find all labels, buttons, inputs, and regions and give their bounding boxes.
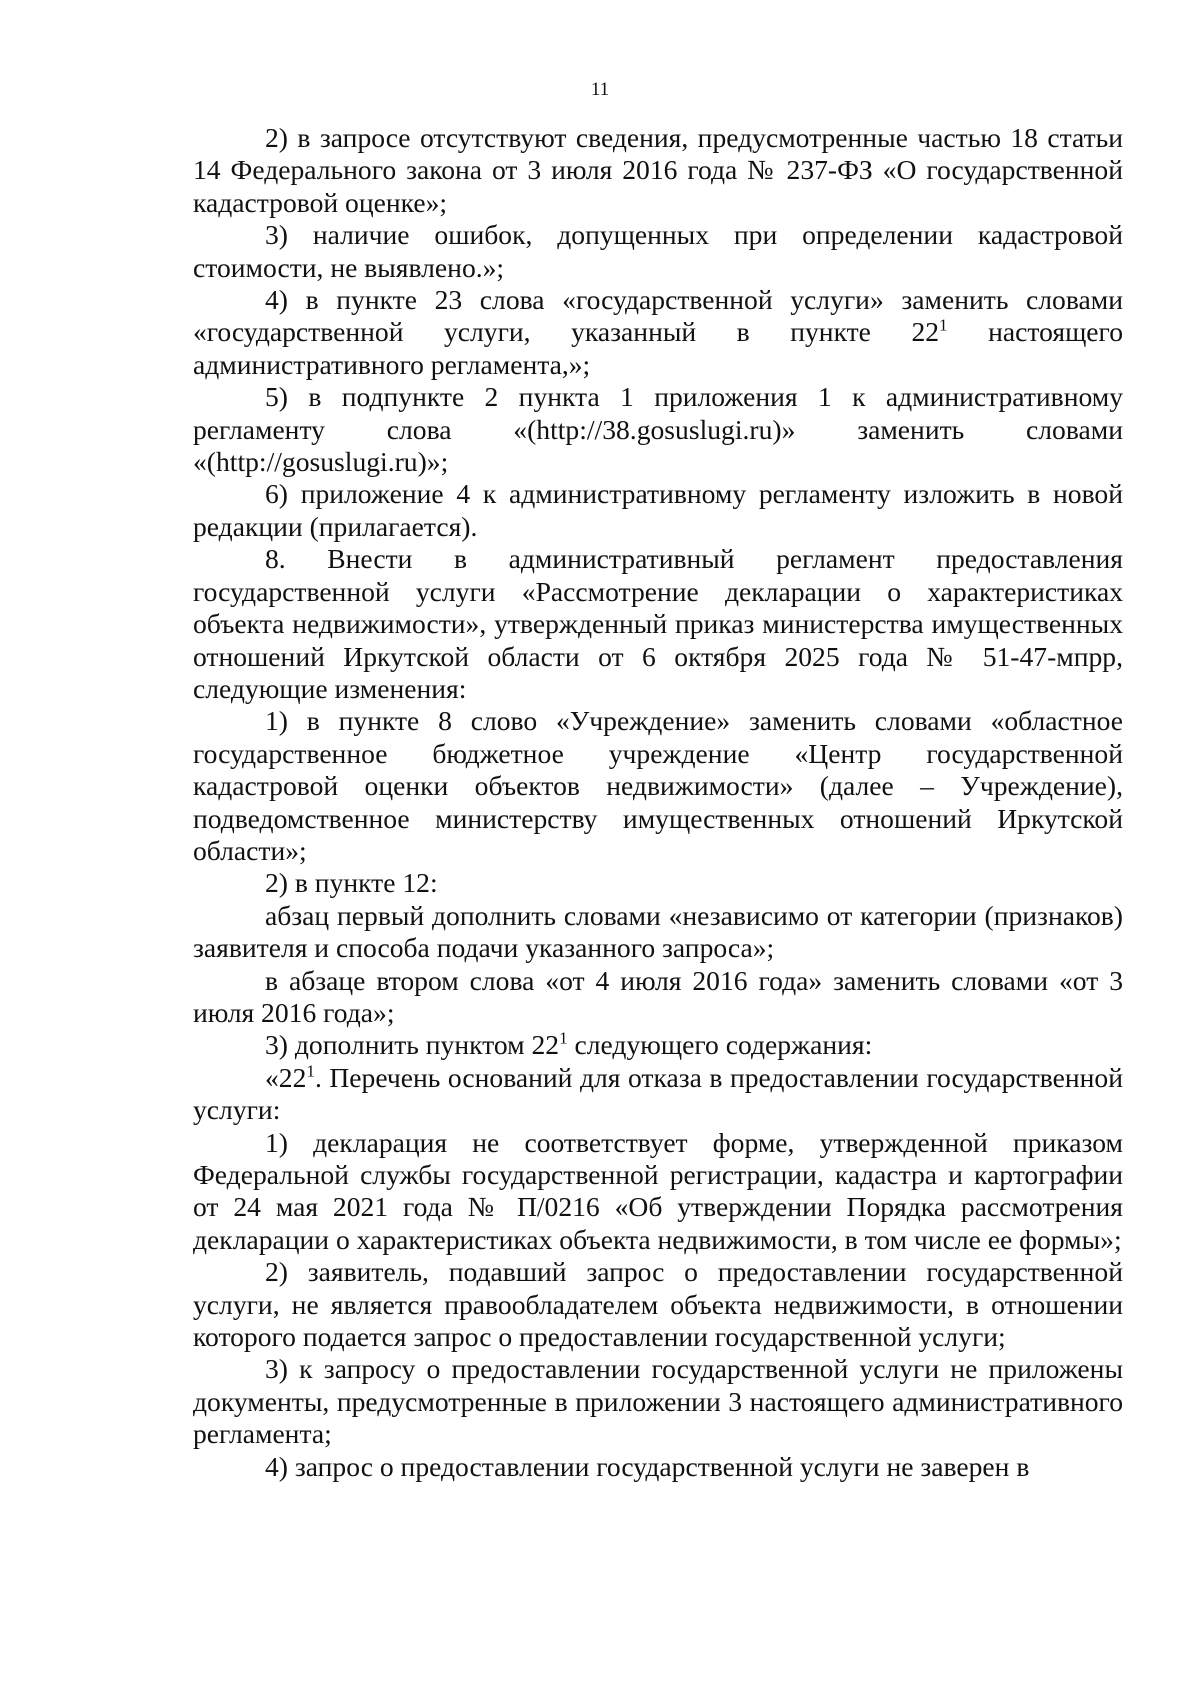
superscript: 1 <box>939 316 948 336</box>
paragraph-abzac-1: абзац первый дополнить словами «независимо от категории (признаков) заявителя и способа подачи указанного запроса»; <box>193 899 1123 964</box>
paragraph-item-8-1: 1) в пункте 8 слово «Учреждение» заменить словами «областное государственное бюджетное учреждение «Центр государственной кадастровой оценки объектов недвижимости» (далее – Учреждение), подведомственное министерству имущественных отношений Иркутской области»; <box>193 705 1123 866</box>
paragraph-text: . Перечень оснований для отказа в предоставлении государственной услуги: <box>193 1061 1123 1126</box>
paragraph-reason-2: 2) заявитель, подавший запрос о предоставлении государственной услуги, не является правообладателем объекта недвижимости, в отношении которого подается запрос о предоставлении государственной услуги; <box>193 1256 1123 1353</box>
paragraph-text: настоящего административного регламента,»; <box>193 316 1123 380</box>
paragraph-item-4 <box>193 284 1123 381</box>
document-body <box>193 122 1123 1483</box>
paragraph-item-22-1 <box>193 1062 1123 1127</box>
paragraph-reason-4: 4) запрос о предоставлении государственной услуги не заверен в <box>265 1450 1030 1482</box>
paragraph-text: следующего содержания: <box>567 1029 873 1061</box>
superscript: 1 <box>306 1061 315 1081</box>
paragraph-abzac-2: в абзаце втором слова «от 4 июля 2016 года» заменить словами «от 3 июля 2016 года»; <box>193 964 1123 1028</box>
paragraph-text: 4) в пункте 23 слова «государственной услуги» заменить словами «государственной услуги, указанный в пункте 22 <box>193 284 1123 348</box>
section-8-paragraph: 8. Внести в административный регламент предоставления государственной услуги «Рассмотрение декларации о характеристиках объекта недвижимости», утвержденный приказ министерства имущественных отношений Иркутской области от 6 октября 2025 года № 51-47-мпрр, следующие изменения: <box>193 543 1123 704</box>
paragraph-item-2: 2) в запросе отсутствуют сведения, предусмотренные частью 18 статьи 14 Федерального закона от 3 июля 2016 года № 237-ФЗ «О государственной кадастровой оценке»; <box>193 122 1123 218</box>
paragraph-item-8-2: 2) в пункте 12: <box>265 867 438 899</box>
paragraph-reason-1: 1) декларация не соответствует форме, утвержденной приказом Федеральной службы государственной регистрации, кадастра и картографии от 24 мая 2021 года № П/0216 «Об утверждении Порядка рассмотрения декларации о характеристиках объекта недвижимости, в том числе ее формы»; <box>193 1126 1123 1255</box>
page-number: 11 <box>590 79 610 100</box>
paragraph-item-8-3 <box>193 1029 1123 1061</box>
paragraph-item-6: 6) приложение 4 к административному регламенту изложить в новой редакции (прилагается). <box>193 478 1123 542</box>
superscript: 1 <box>559 1029 568 1049</box>
paragraph-item-3: 3) наличие ошибок, допущенных при определении кадастровой стоимости, не выявлено.»; <box>193 219 1123 283</box>
paragraph-text: 3) дополнить пунктом 22 <box>265 1029 560 1061</box>
paragraph-item-5: 5) в подпункте 2 пункта 1 приложения 1 к административному регламенту слова «(http://38.gosuslugi.ru)» заменить словами «(http://gosuslugi.ru)»; <box>193 381 1123 478</box>
paragraph-reason-3: 3) к запросу о предоставлении государственной услуги не приложены документы, предусмотренные в приложении 3 настоящего административного регламента; <box>193 1353 1123 1450</box>
paragraph-text: «22 <box>265 1061 307 1093</box>
